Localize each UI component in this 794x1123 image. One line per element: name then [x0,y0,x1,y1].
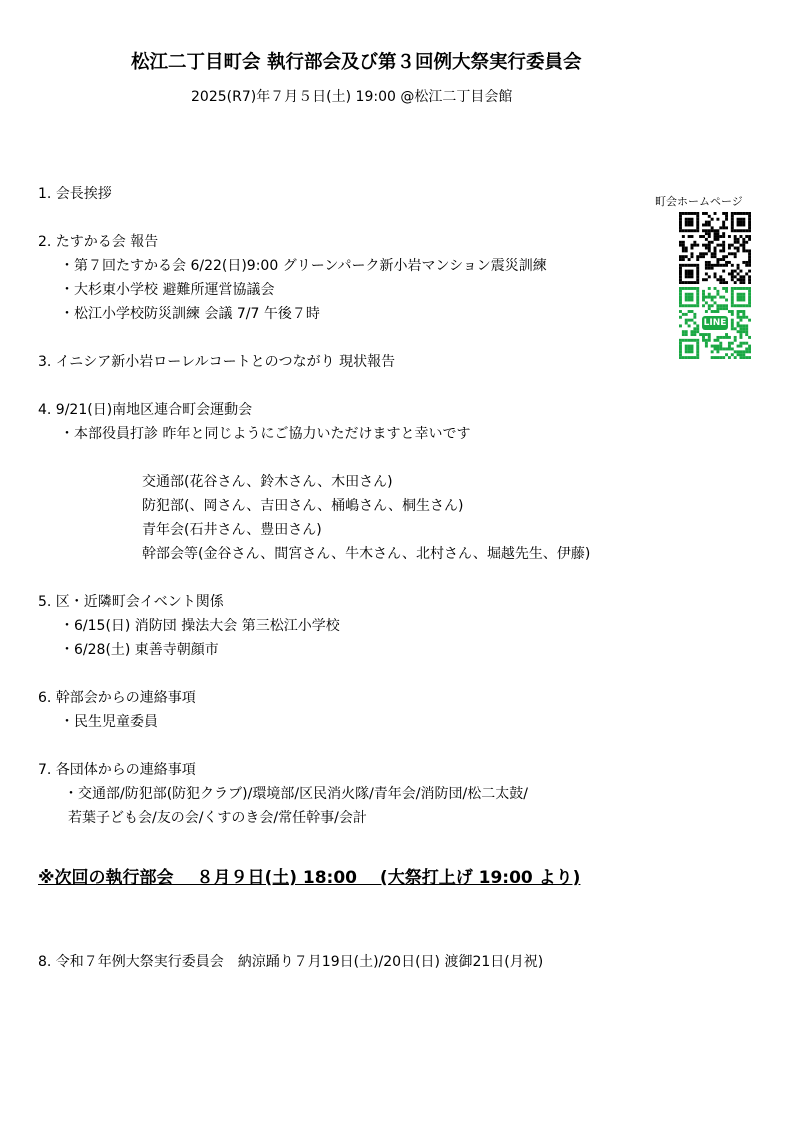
qr-code-icon [679,212,751,284]
line-qr-code[interactable] [679,287,751,359]
item-7-sub-2: 若葉子ども会/友の会/くすのき会/常任幹事/会計 [68,810,367,826]
next-meeting-notice: ※次回の執行部会 ８月９日(土) 18:00 (大祭打上げ 19:00 より) [38,868,581,888]
item-4-member-1: 交通部(花谷さん、鈴木さん、木田さん) [142,474,393,490]
item-2-sub-3: ・松江小学校防災訓練 会議 7/7 午後７時 [60,306,320,322]
item-2-sub-2: ・大杉東小学校 避難所運営協議会 [60,282,275,298]
homepage-qr-code[interactable] [679,212,751,284]
page-title: 松江二丁目町会 執行部会及び第３回例大祭実行委員会 [131,52,582,73]
item-2: 2. たすかる会 報告 [38,234,159,250]
item-5-sub-1: ・6/15(日) 消防団 操法大会 第三松江小学校 [60,618,340,634]
item-7-sub-1: ・交通部/防犯部(防犯クラブ)/環境部/区民消火隊/青年会/消防団/松二太鼓/ [64,786,528,802]
item-1: 1. 会長挨拶 [38,186,112,202]
item-7: 7. 各団体からの連絡事項 [38,762,196,778]
item-4-member-2: 防犯部(、岡さん、吉田さん、桶嶋さん、桐生さん) [142,498,464,514]
item-8: 8. 令和７年例大祭実行委員会 納涼踊り７月19日(土)/20日(日) 渡御21日(月祝) [38,954,544,970]
item-4-sub-1: ・本部役員打診 昨年と同じようにご協力いただけますと幸いです [60,426,471,442]
item-3: 3. イニシア新小岩ローレルコートとのつながり 現状報告 [38,354,396,370]
line-logo: LINE [703,318,727,328]
item-6-sub-1: ・民生児童委員 [60,714,158,730]
meeting-datetime: 2025(R7)年７月５日(土) 19:00 @松江二丁目会館 [191,89,513,105]
qr-label: 町会ホームページ [655,195,743,208]
item-4-member-4: 幹部会等(金谷さん、間宮さん、牛木さん、北村さん、堀越先生、伊藤) [142,546,591,562]
item-5-sub-2: ・6/28(土) 東善寺朝顔市 [60,642,219,658]
item-5: 5. 区・近隣町会イベント関係 [38,594,224,610]
item-2-sub-1: ・第７回たすかる会 6/22(日)9:00 グリーンパーク新小岩マンション震災訓練 [60,258,547,274]
item-6: 6. 幹部会からの連絡事項 [38,690,196,706]
item-4: 4. 9/21(日)南地区連合町会運動会 [38,402,253,418]
item-4-member-3: 青年会(石井さん、豊田さん) [142,522,322,538]
